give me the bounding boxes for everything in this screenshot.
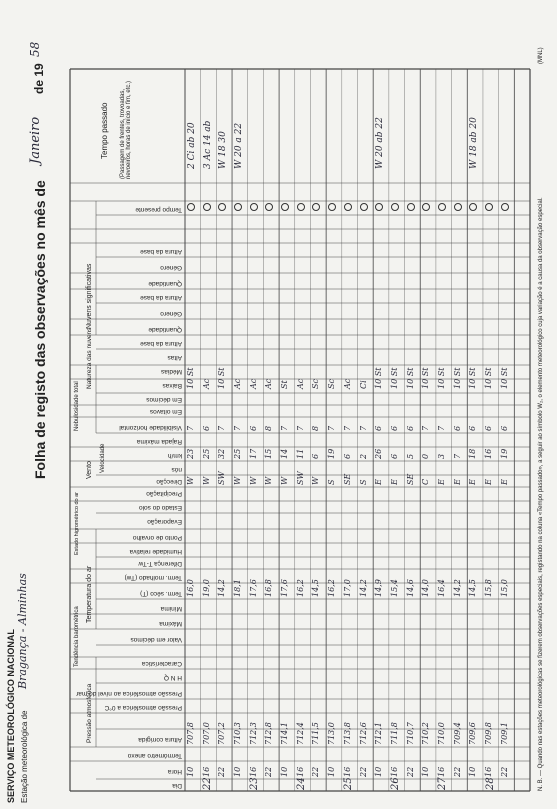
wind-speed: 6: [311, 453, 321, 459]
col-direccao: Direcção: [156, 478, 182, 485]
wind-speed: 7: [452, 453, 462, 459]
visibility-value: 7: [280, 425, 290, 431]
pressure-value: 714,1: [280, 722, 290, 745]
past-weather-note: W 20 a 22: [234, 122, 245, 169]
wind-speed: 17: [248, 448, 258, 459]
col-tempo-presente: Tempo presente: [135, 206, 182, 213]
temperature-value: 17,6: [248, 579, 258, 597]
hour-value: 10: [233, 766, 243, 777]
service-name: SERVIÇO METEOROLÓGICO NACIONAL: [6, 629, 16, 803]
temperature-value: 14,6: [405, 579, 415, 597]
group-natureza: Natureza das nuvens: [86, 327, 93, 389]
pressure-value: 707,2: [217, 722, 227, 745]
group-vento: Vento: [86, 461, 93, 479]
col-minima: Mínima: [160, 605, 182, 612]
hour-value: 16: [201, 766, 211, 777]
day-number: 28: [484, 777, 496, 790]
visibility-value: 7: [327, 425, 337, 431]
hour-value: 16: [389, 766, 399, 777]
col-visibilidade: Visibilidade horizontal: [119, 424, 182, 431]
hour-value: 22: [499, 766, 509, 777]
wind-direction: S: [327, 479, 337, 485]
cloud-type: 10 St: [421, 367, 431, 389]
visibility-value: 7: [358, 425, 368, 431]
col-altas: Altas: [167, 354, 182, 361]
wind-direction: C: [421, 478, 431, 485]
temperature-value: 19,0: [201, 579, 211, 597]
wind-speed: 23: [186, 448, 195, 459]
pressure-value: 712,3: [248, 722, 258, 745]
wind-direction: W: [248, 476, 258, 485]
visibility-value: 6: [452, 425, 462, 431]
col-precipitacao: Precipitação: [146, 490, 182, 497]
wind-speed: 19: [327, 448, 337, 459]
col-term-molhado: Term. molhado (Tw): [124, 574, 182, 581]
visibility-value: 6: [468, 425, 478, 431]
present-weather-symbol-icon: [250, 203, 258, 211]
wind-speed: 14: [280, 448, 290, 459]
col-medias: Médias: [161, 368, 182, 375]
wind-speed: 25: [233, 448, 243, 459]
temperature-value: 14,5: [468, 579, 478, 597]
visibility-value: 6: [405, 425, 415, 431]
wind-speed: 32: [217, 448, 227, 459]
group-nuvens-signif: Nuvens significativas: [86, 263, 93, 329]
wind-direction: E: [468, 479, 478, 485]
visibility-value: 6: [374, 425, 384, 431]
wind-direction: E: [483, 479, 493, 485]
col-kmh: km/h: [167, 452, 182, 459]
pressure-value: 710,3: [233, 722, 243, 745]
wind-speed: 26: [374, 448, 384, 459]
col-altura-base-3: Altura da base: [140, 248, 182, 255]
past-weather-note: W 18 ab 20: [469, 117, 480, 169]
pressure-value: 712,1: [374, 722, 384, 745]
wind-speed: 6: [342, 453, 352, 459]
col-pressao-0: Pressão atmosférica a 0°C: [104, 704, 182, 711]
wind-speed: 3: [436, 453, 446, 459]
cloud-type: Ac: [248, 378, 258, 389]
temperature-value: 15,0: [499, 579, 509, 597]
wind-direction: E: [452, 479, 462, 485]
group-velocidade: Velocidade: [100, 443, 106, 473]
col-tempo-passado: Tempo passado: [100, 102, 109, 159]
visibility-value: 6: [483, 425, 493, 431]
month-name: Janeiro: [28, 116, 43, 164]
wind-direction: W: [201, 476, 211, 485]
tempo-passado-note: (Passagem de frentes, trovoadas, nevoeiros, horas de início e fim, etc.): [120, 80, 132, 179]
visibility-value: 7: [186, 425, 195, 431]
col-diferenca: Diferença T-Tw: [138, 560, 182, 567]
pressure-value: 711,8: [389, 722, 399, 745]
temperature-value: 16,2: [295, 579, 305, 597]
group-pressao: Pressão atmosférica: [86, 683, 93, 743]
present-weather-symbol-icon: [203, 203, 211, 211]
temperature-value: 16,8: [264, 579, 274, 597]
col-ponto-orvalho: Ponto de orvalho: [132, 534, 182, 541]
pressure-value: 707,0: [201, 722, 211, 745]
col-nos: nós: [171, 466, 182, 473]
wind-direction: SW: [295, 471, 305, 485]
col-termometro-anexo: Termómetro anexo: [127, 752, 182, 759]
cloud-type: 10 St: [483, 367, 493, 389]
visibility-value: 7: [436, 425, 446, 431]
wind-speed: 16: [483, 448, 493, 459]
temperature-value: 14,0: [421, 579, 431, 597]
stamp: (MNL): [538, 47, 544, 64]
group-nebulosidade: Nebulosidade total: [74, 381, 80, 431]
cloud-type: Ac: [264, 378, 274, 389]
col-pressao-lida: Altura corrigida: [138, 736, 182, 743]
temperature-value: 17,0: [342, 579, 352, 597]
wind-speed: 25: [201, 448, 211, 459]
cloud-type: 10 St: [468, 367, 478, 389]
wind-direction: W: [186, 476, 195, 485]
visibility-value: 7: [421, 425, 431, 431]
temperature-value: 16,4: [436, 579, 446, 597]
col-maxima: Máxima: [159, 620, 182, 627]
cloud-type: 10 St: [452, 367, 462, 389]
temperature-value: 16,0: [186, 579, 195, 597]
present-weather-symbol-icon: [407, 203, 415, 211]
pressure-value: 709,8: [483, 722, 493, 745]
col-em-decimos: Em décimos: [146, 396, 182, 403]
pressure-value: 709,6: [468, 722, 478, 745]
hour-value: 10: [374, 766, 384, 777]
form-title: Folha de registo das observações no mês de: [32, 180, 48, 479]
col-rajada: Rajada máxima: [136, 438, 182, 445]
hour-value: 16: [436, 766, 446, 777]
hour-value: 22: [452, 766, 462, 777]
temperature-value: 14,5: [311, 579, 321, 597]
wind-speed: 19: [499, 448, 509, 459]
wind-direction: W: [311, 476, 321, 485]
cloud-type: Ac: [342, 378, 352, 389]
wind-direction: SE: [405, 473, 415, 485]
present-weather-symbol-icon: [234, 203, 242, 211]
past-weather-note: 3 Ac 14 ab: [202, 120, 213, 169]
temperature-value: 14,9: [374, 579, 384, 597]
col-term-seco: Term. sêco (T): [140, 590, 182, 597]
pressure-value: 712,4: [295, 722, 305, 745]
pressure-value: 711,5: [311, 722, 321, 745]
pressure-value: 713,0: [327, 722, 337, 745]
day-number: 27: [437, 777, 449, 790]
col-genero-2: Género: [160, 264, 182, 271]
cloud-type: 10 St: [436, 367, 446, 389]
hour-value: 22: [358, 766, 368, 777]
present-weather-symbol-icon: [485, 203, 493, 211]
visibility-value: 7: [342, 425, 352, 431]
col-humidade: Humidade relativa: [129, 548, 182, 555]
col-altura-base: Altura da base: [140, 340, 182, 347]
col-em-oitavos: Em oitavos: [149, 408, 182, 415]
wind-speed: 0: [421, 453, 431, 459]
year-suffix: 58: [28, 41, 42, 57]
cloud-type: Ci: [358, 380, 368, 389]
present-weather-symbol-icon: [297, 203, 305, 211]
cloud-type: 10 St: [499, 367, 509, 389]
temperature-value: 14,2: [452, 579, 462, 597]
day-number: 22: [202, 777, 214, 790]
day-number: 24: [296, 777, 308, 790]
visibility-value: 6: [389, 425, 399, 431]
col-estado-solo: Estado do solo: [138, 504, 182, 511]
group-tendencia: Tendência barométrica: [74, 606, 80, 667]
station-name: Bragança - Alminhas: [16, 573, 29, 689]
hour-value: 10: [421, 766, 431, 777]
pressure-value: 713,8: [342, 722, 352, 745]
wind-speed: 2: [358, 453, 368, 459]
visibility-value: 7: [233, 425, 243, 431]
col-hnq: H N Q: [163, 674, 182, 681]
present-weather-symbol-icon: [391, 203, 399, 211]
day-number: 26: [390, 777, 402, 790]
cloud-type: Ac: [295, 378, 305, 389]
day-number: 23: [249, 777, 261, 790]
wind-direction: SW: [217, 471, 227, 485]
wind-direction: SE: [342, 473, 352, 485]
visibility-value: 6: [499, 425, 509, 431]
past-weather-note: W 18 30: [218, 131, 229, 169]
wind-speed: 6: [389, 453, 399, 459]
col-quantidade-2: Quantidade: [148, 280, 182, 287]
col-baixas: Baixas: [162, 382, 182, 389]
cloud-type: St: [280, 380, 290, 389]
visibility-value: 7: [217, 425, 227, 431]
temperature-value: 14,2: [358, 579, 368, 597]
pressure-value: 709,4: [452, 722, 462, 745]
hour-value: 16: [248, 766, 258, 777]
wind-direction: E: [374, 479, 384, 485]
visibility-value: 6: [248, 425, 258, 431]
past-weather-note: W 20 ab 22: [375, 117, 386, 169]
pressure-value: 712,6: [358, 722, 368, 745]
cloud-type: 10 St: [389, 367, 399, 389]
cloud-type: 10 St: [217, 367, 227, 389]
pressure-value: 710,7: [405, 722, 415, 745]
hour-value: 16: [342, 766, 352, 777]
visibility-value: 8: [264, 425, 274, 431]
col-caracteristica: Característica: [141, 660, 182, 667]
present-weather-symbol-icon: [360, 203, 368, 211]
cloud-type: 10 St: [405, 367, 415, 389]
day-number: 25: [343, 777, 355, 790]
col-quantidade-1: Quantidade: [148, 326, 182, 333]
present-weather-symbol-icon: [187, 203, 195, 211]
past-weather-note: 2 Ci ab 20: [187, 122, 197, 169]
pressure-value: 712,8: [264, 722, 274, 745]
present-weather-symbol-icon: [454, 203, 462, 211]
group-estado-higro: Estado higrométrico do ar: [74, 492, 80, 555]
visibility-value: 8: [311, 425, 321, 431]
cloud-type: 10 St: [186, 367, 195, 389]
wind-speed: 11: [295, 448, 305, 459]
col-valor-decimos: Valor em décimos: [130, 636, 182, 643]
wind-direction: W: [280, 476, 290, 485]
pressure-value: 710,2: [421, 722, 431, 745]
pressure-value: 709,1: [499, 722, 509, 745]
present-weather-symbol-icon: [438, 203, 446, 211]
temperature-value: 17,6: [280, 579, 290, 597]
temperature-value: 14,2: [217, 579, 227, 597]
col-dia: Dia: [172, 782, 182, 789]
wind-direction: E: [499, 479, 509, 485]
present-weather-symbol-icon: [501, 203, 509, 211]
wind-speed: 5: [405, 453, 415, 459]
col-genero-1: Género: [160, 310, 182, 317]
wind-direction: W: [264, 476, 274, 485]
hour-value: 22: [217, 766, 227, 777]
temperature-value: 15,4: [389, 579, 399, 597]
wind-speed: 18: [468, 448, 478, 459]
hour-value: 16: [295, 766, 305, 777]
hour-value: 10: [186, 766, 195, 777]
col-evaporacao: Evaporação: [147, 518, 182, 525]
wind-direction: W: [233, 476, 243, 485]
hour-value: 16: [483, 766, 493, 777]
cloud-type: Sc: [311, 379, 321, 389]
temperature-value: 15,8: [483, 579, 493, 597]
hour-value: 22: [311, 766, 321, 777]
temperature-value: 16,2: [327, 579, 337, 597]
station-label: Estação meteorológica de: [20, 710, 29, 803]
visibility-value: 6: [201, 425, 211, 431]
hour-value: 22: [405, 766, 415, 777]
col-pressao-mar: Pressão atmosférica ao nível do mar: [76, 690, 182, 697]
col-altura-base-2: Altura da base: [140, 294, 182, 301]
hour-value: 10: [280, 766, 290, 777]
hour-value: 10: [468, 766, 478, 777]
wind-direction: E: [389, 479, 399, 485]
cloud-type: Ac: [201, 378, 211, 389]
cloud-type: 10 St: [374, 367, 384, 389]
col-hora: Hora: [167, 768, 182, 775]
group-temperatura: Temperatura do ar: [86, 565, 93, 623]
footnote: N. B. — Quando nas estações meteorológicas se fizerem observações especiais, registando na coluna «Tempo passado», a seguir ao símbolo W₂, o elemento meteorológico cuja variação é a causa da observação especial.: [538, 197, 544, 791]
wind-direction: S: [358, 479, 368, 485]
wind-speed: 15: [264, 448, 274, 459]
cloud-type: Sc: [327, 379, 337, 389]
year-prefix: de 19: [32, 63, 46, 94]
visibility-value: 7: [295, 425, 305, 431]
wind-direction: E: [436, 479, 446, 485]
present-weather-symbol-icon: [344, 203, 352, 211]
hour-value: 22: [264, 766, 274, 777]
hour-value: 10: [327, 766, 337, 777]
temperature-value: 18,1: [233, 579, 243, 597]
cloud-type: Ac: [233, 378, 243, 389]
pressure-value: 710,0: [436, 722, 446, 745]
pressure-value: 707,8: [186, 722, 195, 745]
